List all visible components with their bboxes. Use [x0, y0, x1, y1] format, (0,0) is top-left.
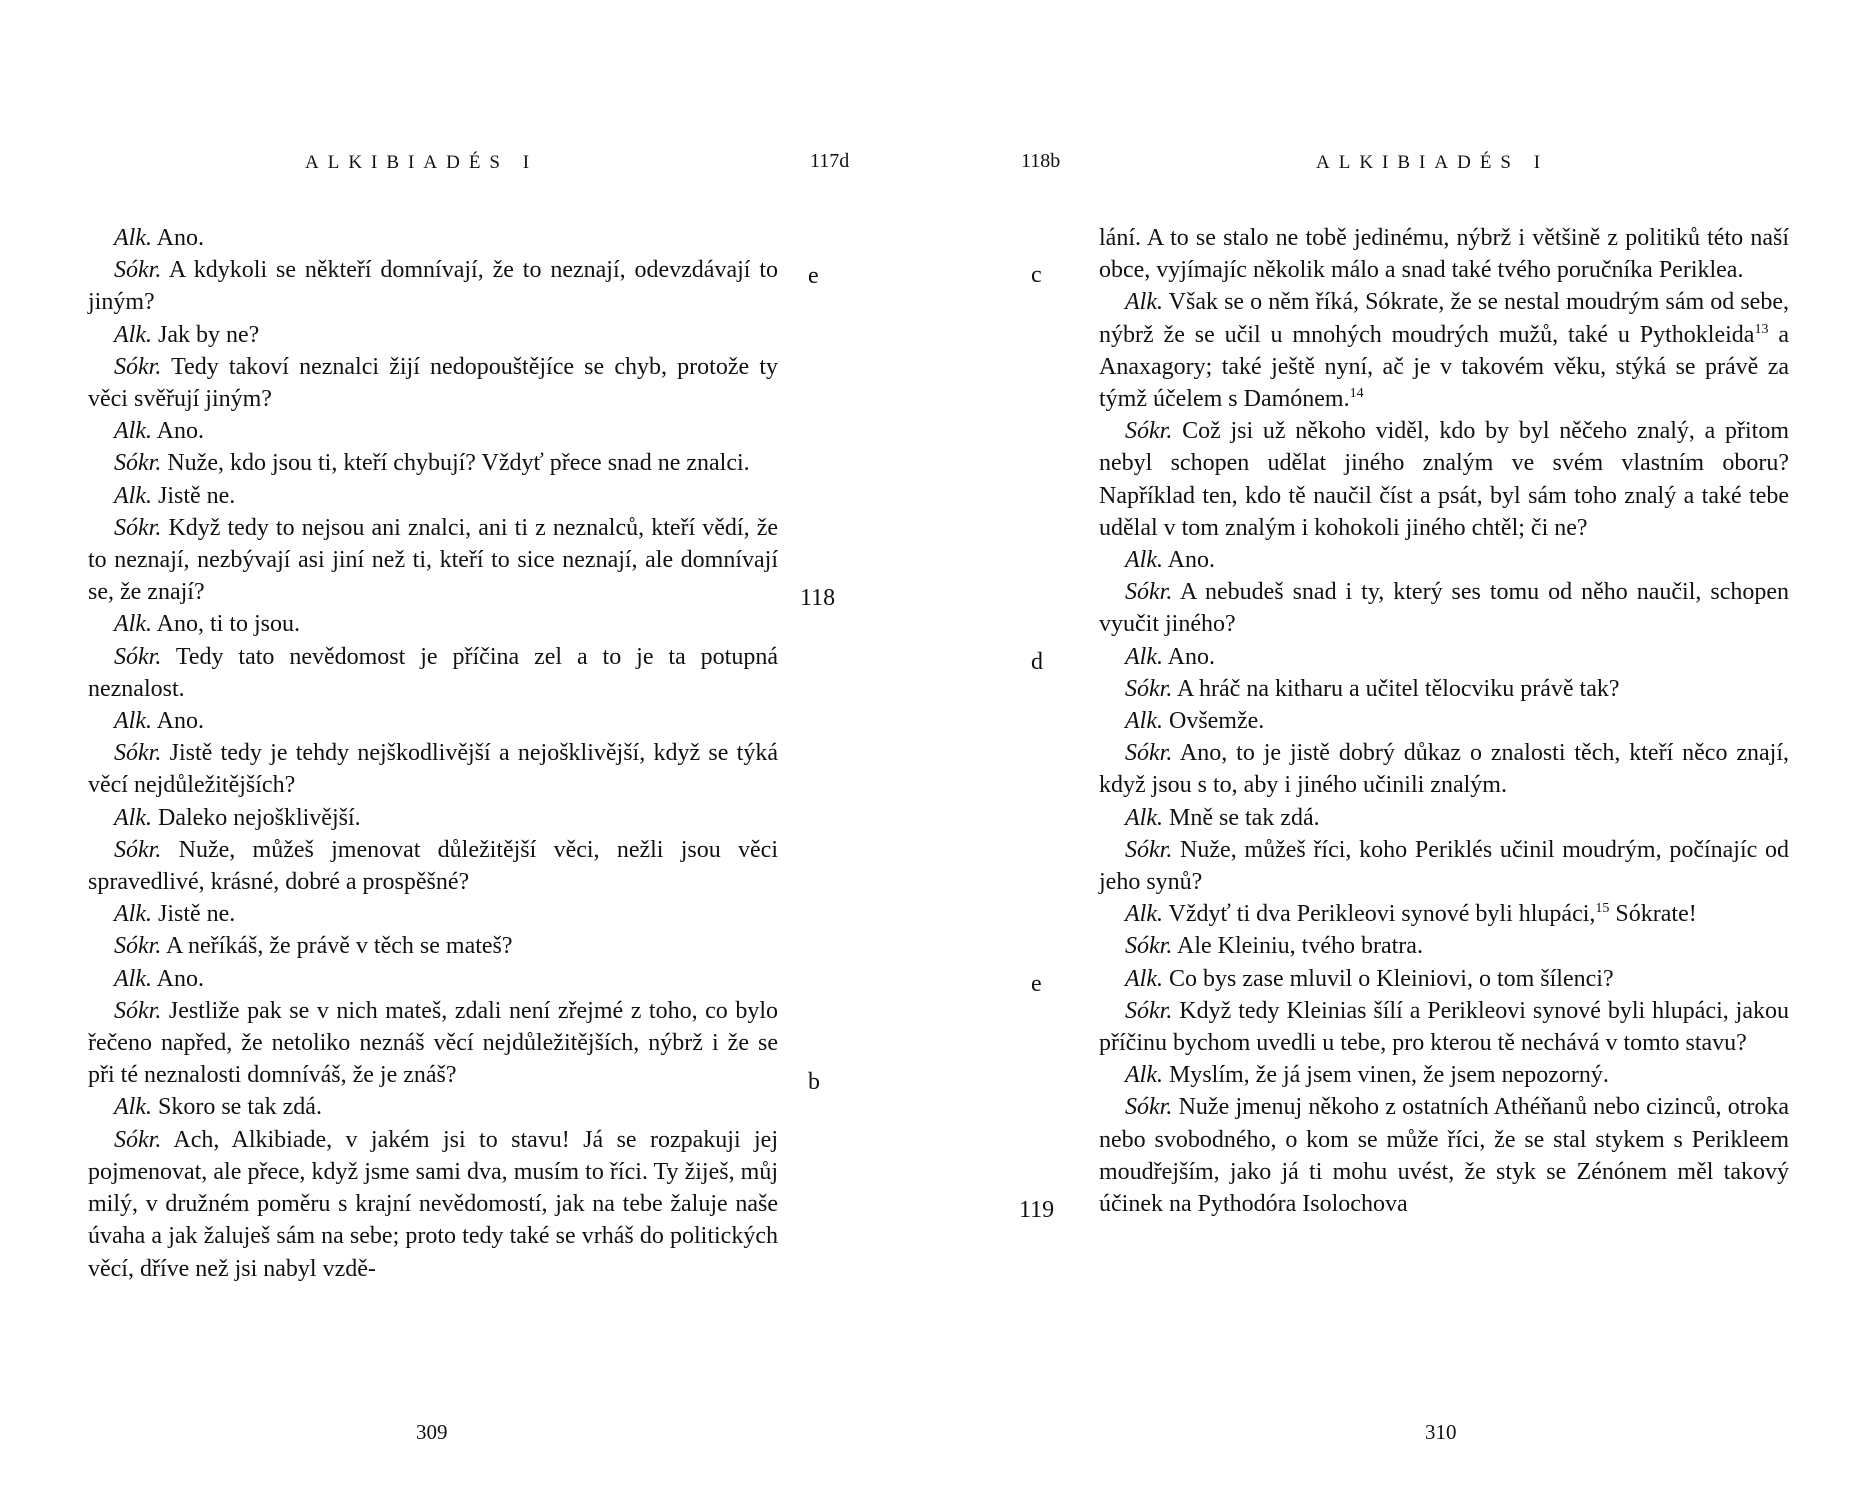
paragraph: Alk. Skoro se tak zdá.	[114, 1094, 322, 1121]
footnote-ref[interactable]: 14	[1349, 386, 1364, 402]
paragraph: Alk. Co bys zase mluvil o Kleiniovi, o tom šílenci?	[1125, 965, 1614, 992]
paragraph: Alk. Ano.	[114, 965, 204, 992]
footnote-ref[interactable]: 13	[1754, 321, 1769, 337]
margin-marker: d	[1031, 649, 1043, 675]
paragraph: Alk. Jistě ne.	[114, 901, 236, 928]
paragraph: lání. A to se stalo ne tobě jedinému, nýbrž i většině z politiků této naší obce, vyjímajíc několik málo a snad také tvého poručníka Periklea.	[1099, 225, 1789, 284]
page-number: 310	[1425, 1420, 1457, 1444]
text-body	[1099, 222, 1789, 1220]
paragraph: Alk. Ano.	[1125, 643, 1215, 670]
paragraph: Alk. Ano.	[1125, 547, 1215, 574]
margin-marker: b	[808, 1069, 820, 1095]
paragraph: Alk. Však se o něm říká, Sókrate, že se nestal moudrým sám od sebe, nýbrž že se učil u mnohých moudrých mužů, také u Pythokleida$^{13}$ a Anaxagory; také ještě nyní, ač je v takovém věku, stýká se právě za týmž účelem s Damónem.$^{14}$	[1099, 289, 1789, 413]
paragraph: Alk. Myslím, že já jsem vinen, že jsem nepozorný.	[1125, 1062, 1609, 1089]
paragraph: Alk. Ano, ti to jsou.	[114, 611, 301, 638]
paragraph: Sókr. Nuže jmenuj někoho z ostatních Athéňanů nebo cizinců, otroka nebo svobodného, o kom se může říci, že se stal stykem s Perikleem moudřejším, jako já ti mohu uvést, že styk se Zénónem měl takový účinek na Pythodóra Isolochova	[1099, 1094, 1789, 1218]
paragraph: Sókr. Což jsi už někoho viděl, kdo by byl něčeho znalý, a přitom nebyl schopen udělat jiného znalým ve svém vlastním oboru? Například ten, kdo tě naučil číst a psát, byl sám toho znalý a také tebe udělal v tom znalým i kohokoli jiného chtěl; či ne?	[1099, 418, 1789, 541]
running-title: ALKIBIADÉS I	[305, 152, 539, 173]
paragraph: Sókr. Nuže, můžeš jmenovat důležitější věci, nežli jsou věci spravedlivé, krásné, dobré a prospěšné?	[88, 836, 778, 896]
paragraph: Alk. Ovšemže.	[1125, 708, 1265, 735]
paragraph: Alk. Ano.	[114, 225, 204, 251]
paragraph: Sókr. A neříkáš, že právě v těch se mateš?	[114, 933, 513, 960]
text-body	[88, 222, 778, 1285]
paragraph: Sókr. Ach, Alkibiade, v jakém jsi to stavu! Já se rozpakuji jej pojmenovat, ale přece, když jsme sami dva, musím to říci. Ty žiješ, můj milý, v družném poměru s krajní nevědomostí, jak na tebe žaluje naše úvaha a jak žaluješ sám na sebe; proto tedy také se vrháš do politických věcí, dříve než jsi nabyl vzdě-	[88, 1126, 778, 1282]
page-number: 309	[416, 1420, 448, 1444]
paragraph: Sókr. Ale Kleiniu, tvého bratra.	[1125, 933, 1423, 960]
footnote-ref[interactable]: 15	[1595, 901, 1610, 917]
paragraph: Alk. Ano.	[114, 708, 204, 735]
margin-marker: e	[1031, 971, 1042, 997]
paragraph: Alk. Mně se tak zdá.	[1125, 804, 1320, 831]
section-reference: 118b	[1021, 150, 1061, 172]
margin-marker: e	[808, 263, 819, 289]
paragraph: Sókr. Když tedy to nejsou ani znalci, ani ti z neznalců, kteří vědí, že to neznají, nezbývají asi jiní než ti, kteří to sice neznají, ale domnívají se, že znají?	[88, 514, 778, 606]
paragraph: Sókr. Když tedy Kleinias šílí a Perikleovi synové byli hlupáci, jakou příčinu bychom uvedli u tebe, pro kterou tě nechává v tomto stavu?	[1099, 997, 1789, 1057]
paragraph: Alk. Jistě ne.	[114, 482, 236, 509]
right-page	[931, 0, 1862, 1501]
paragraph: Sókr. Ano, to je jistě dobrý důkaz o znalosti těch, kteří něco znají, když jsou s to, aby i jiného učinili znalým.	[1099, 740, 1789, 799]
paragraph: Alk. Jak by ne?	[114, 321, 260, 348]
paragraph: Alk. Ano.	[114, 418, 204, 445]
margin-marker: 119	[1019, 1197, 1055, 1223]
margin-marker: c	[1031, 262, 1042, 288]
running-title: ALKIBIADÉS I	[1316, 152, 1550, 173]
paragraph: Sókr. Nuže, můžeš říci, koho Periklés učinil moudrým, počínajíc od jeho synů?	[1099, 836, 1789, 896]
paragraph: Sókr. Tedy tato nevědomost je příčina zel a to je ta potupná neznalost.	[88, 643, 778, 702]
margin-marker: 118	[800, 585, 836, 611]
paragraph: Sókr. A nebudeš snad i ty, který ses tomu od něho naučil, schopen vyučit jiného?	[1099, 579, 1789, 638]
paragraph: Sókr. A kdykoli se někteří domnívají, že to neznají, odevzdávají to jiným?	[88, 257, 778, 316]
paragraph: Sókr. A hráč na kitharu a učitel tělocviku právě tak?	[1125, 675, 1620, 702]
paragraph: Sókr. Tedy takoví neznalci žijí nedopouštějíce se chyb, protože ty věci svěřují jiným?	[88, 353, 778, 413]
paragraph: Alk. Daleko nejošklivější.	[114, 804, 361, 831]
paragraph: Sókr. Jestliže pak se v nich mateš, zdali není zřejmé z toho, co bylo řečeno napřed, že netoliko neznáš věcí nejdůležitějších, nýbrž i že se při té neznalosti domníváš, že je znáš?	[88, 997, 778, 1089]
section-reference: 117d	[810, 150, 850, 172]
paragraph: Alk. Vždyť ti dva Perikleovi synové byli hlupáci,$^{15}$ Sókrate!	[1125, 901, 1697, 928]
paragraph: Sókr. Nuže, kdo jsou ti, kteří chybují? Vždyť přece snad ne znalci.	[114, 450, 750, 477]
paragraph: Sókr. Jistě tedy je tehdy nejškodlivější a nejošklivější, když se týká věcí nejdůležitějších?	[88, 740, 778, 799]
